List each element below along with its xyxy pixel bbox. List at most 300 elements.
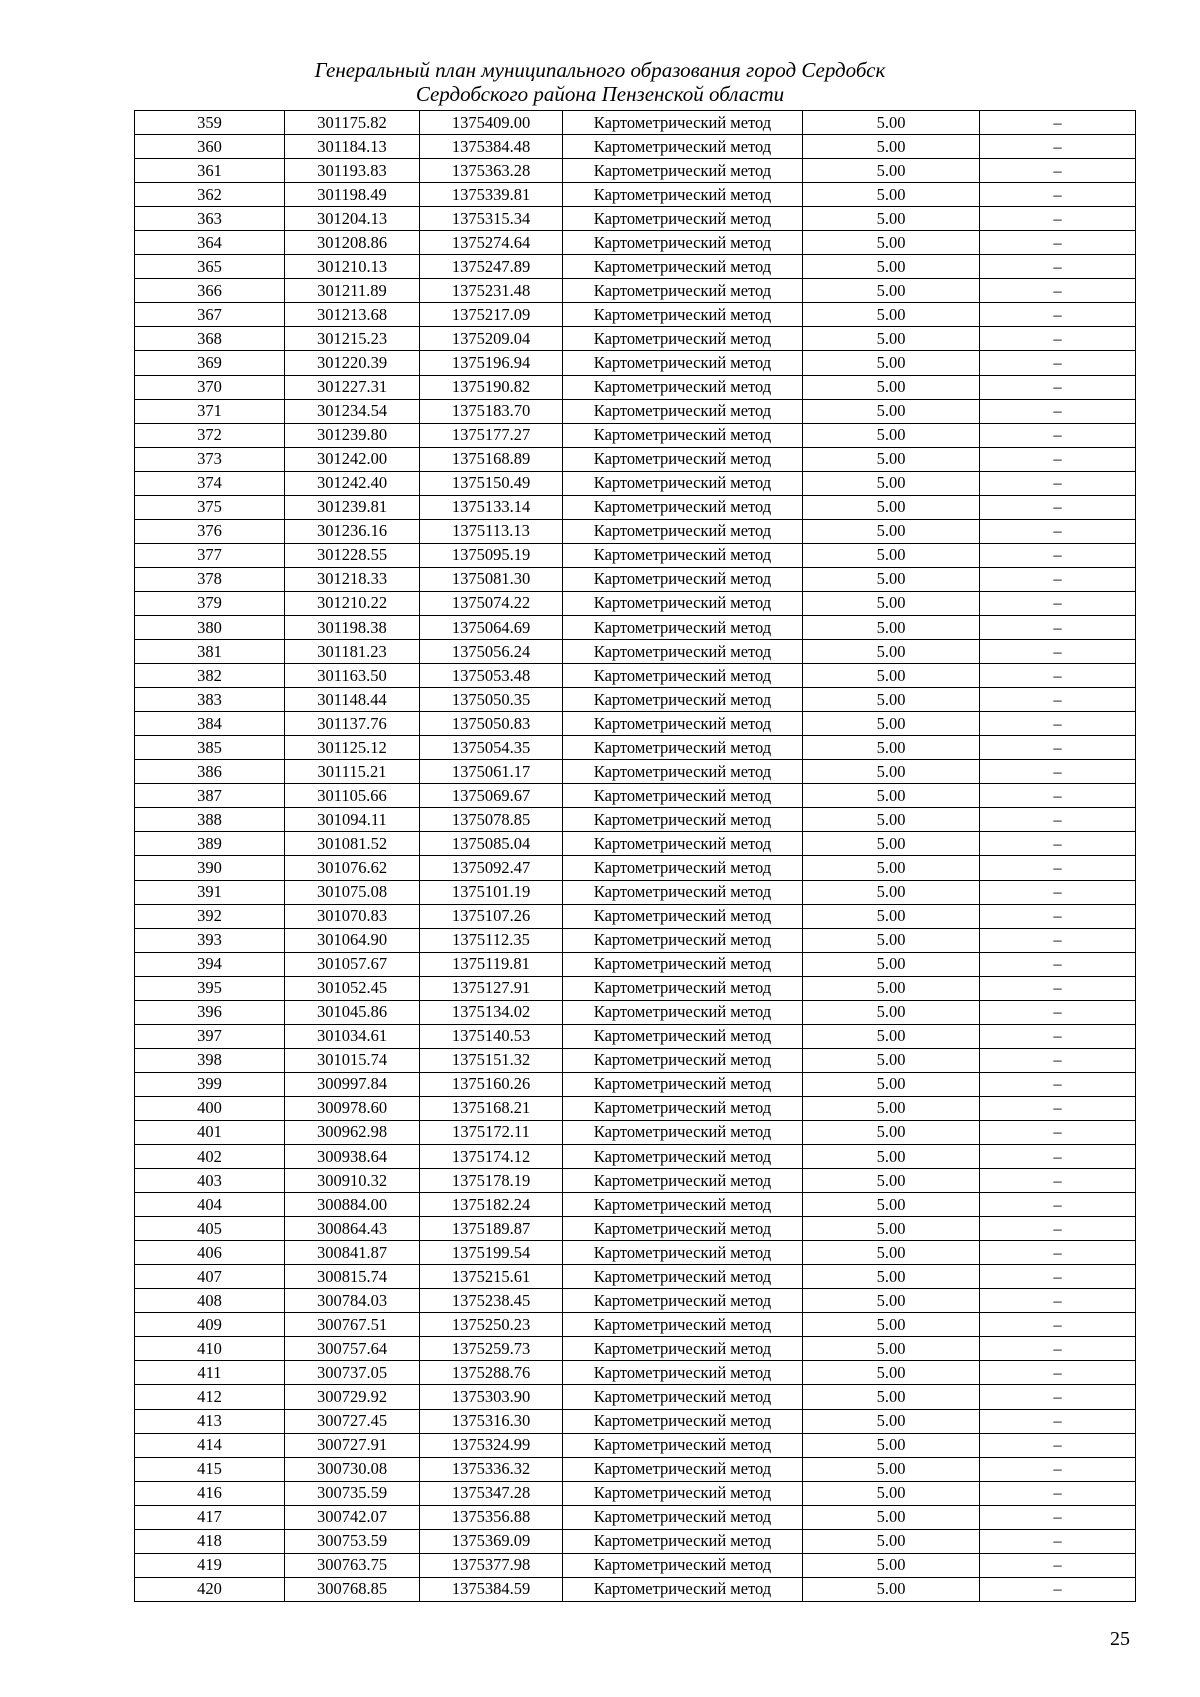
x-coordinate-cell: 300767.51 — [285, 1313, 420, 1337]
y-coordinate-cell: 1375056.24 — [420, 640, 563, 664]
x-coordinate-cell: 300735.59 — [285, 1481, 420, 1505]
note-cell: – — [980, 1337, 1136, 1361]
table-row — [135, 1096, 1136, 1120]
y-coordinate-cell: 1375247.89 — [420, 255, 563, 279]
accuracy-cell: 5.00 — [803, 471, 980, 495]
header-title-line-1: Генеральный план муниципального образования город Сердобск — [314, 58, 886, 82]
method-cell: Картометрический метод — [563, 1000, 803, 1024]
method-cell: Картометрический метод — [563, 111, 803, 135]
method-cell: Картометрический метод — [563, 1337, 803, 1361]
point-number-cell: 401 — [135, 1120, 285, 1144]
table-row — [135, 615, 1136, 639]
y-coordinate-cell: 1375409.00 — [420, 111, 563, 135]
x-coordinate-cell: 301211.89 — [285, 279, 420, 303]
table-row — [135, 712, 1136, 736]
point-number-cell: 375 — [135, 495, 285, 519]
accuracy-cell: 5.00 — [803, 1072, 980, 1096]
y-coordinate-cell: 1375092.47 — [420, 856, 563, 880]
point-number-cell: 393 — [135, 928, 285, 952]
point-number-cell: 370 — [135, 375, 285, 399]
point-number-cell: 408 — [135, 1289, 285, 1313]
point-number-cell: 396 — [135, 1000, 285, 1024]
accuracy-cell: 5.00 — [803, 1217, 980, 1241]
method-cell: Картометрический метод — [563, 1241, 803, 1265]
method-cell: Картометрический метод — [563, 1553, 803, 1577]
point-number-cell: 377 — [135, 543, 285, 567]
accuracy-cell: 5.00 — [803, 1457, 980, 1481]
table-row — [135, 135, 1136, 159]
point-number-cell: 416 — [135, 1481, 285, 1505]
point-number-cell: 379 — [135, 591, 285, 615]
y-coordinate-cell: 1375095.19 — [420, 543, 563, 567]
y-coordinate-cell: 1375288.76 — [420, 1361, 563, 1385]
point-number-cell: 412 — [135, 1385, 285, 1409]
x-coordinate-cell: 301105.66 — [285, 784, 420, 808]
method-cell: Картометрический метод — [563, 279, 803, 303]
table-row — [135, 1361, 1136, 1385]
accuracy-cell: 5.00 — [803, 1120, 980, 1144]
table-row — [135, 471, 1136, 495]
note-cell: – — [980, 471, 1136, 495]
point-number-cell: 380 — [135, 615, 285, 639]
x-coordinate-cell: 301181.23 — [285, 640, 420, 664]
x-coordinate-cell: 300864.43 — [285, 1217, 420, 1241]
method-cell: Картометрический метод — [563, 664, 803, 688]
x-coordinate-cell: 300757.64 — [285, 1337, 420, 1361]
x-coordinate-cell: 301137.76 — [285, 712, 420, 736]
table-row — [135, 255, 1136, 279]
y-coordinate-cell: 1375078.85 — [420, 808, 563, 832]
method-cell: Картометрический метод — [563, 1217, 803, 1241]
accuracy-cell: 5.00 — [803, 904, 980, 928]
note-cell: – — [980, 952, 1136, 976]
note-cell: – — [980, 1529, 1136, 1553]
x-coordinate-cell: 300729.92 — [285, 1385, 420, 1409]
accuracy-cell: 5.00 — [803, 1024, 980, 1048]
point-number-cell: 415 — [135, 1457, 285, 1481]
y-coordinate-cell: 1375384.59 — [420, 1577, 563, 1601]
note-cell: – — [980, 1361, 1136, 1385]
x-coordinate-cell: 301015.74 — [285, 1048, 420, 1072]
coordinates-table-body — [135, 111, 1136, 1602]
y-coordinate-cell: 1375081.30 — [420, 567, 563, 591]
method-cell: Картометрический метод — [563, 1096, 803, 1120]
note-cell: – — [980, 1024, 1136, 1048]
accuracy-cell: 5.00 — [803, 375, 980, 399]
y-coordinate-cell: 1375119.81 — [420, 952, 563, 976]
y-coordinate-cell: 1375053.48 — [420, 664, 563, 688]
accuracy-cell: 5.00 — [803, 808, 980, 832]
x-coordinate-cell: 301220.39 — [285, 351, 420, 375]
y-coordinate-cell: 1375085.04 — [420, 832, 563, 856]
table-row — [135, 1000, 1136, 1024]
y-coordinate-cell: 1375384.48 — [420, 135, 563, 159]
method-cell: Картометрический метод — [563, 183, 803, 207]
y-coordinate-cell: 1375215.61 — [420, 1265, 563, 1289]
y-coordinate-cell: 1375101.19 — [420, 880, 563, 904]
note-cell: – — [980, 760, 1136, 784]
page-number: 25 — [1110, 1628, 1130, 1650]
table-row — [135, 760, 1136, 784]
method-cell: Картометрический метод — [563, 856, 803, 880]
x-coordinate-cell: 301175.82 — [285, 111, 420, 135]
x-coordinate-cell: 301070.83 — [285, 904, 420, 928]
y-coordinate-cell: 1375107.26 — [420, 904, 563, 928]
point-number-cell: 365 — [135, 255, 285, 279]
method-cell: Картометрический метод — [563, 1193, 803, 1217]
point-number-cell: 369 — [135, 351, 285, 375]
point-number-cell: 402 — [135, 1145, 285, 1169]
point-number-cell: 414 — [135, 1433, 285, 1457]
point-number-cell: 384 — [135, 712, 285, 736]
y-coordinate-cell: 1375069.67 — [420, 784, 563, 808]
y-coordinate-cell: 1375074.22 — [420, 591, 563, 615]
note-cell: – — [980, 1120, 1136, 1144]
table-row — [135, 495, 1136, 519]
method-cell: Картометрический метод — [563, 207, 803, 231]
point-number-cell: 392 — [135, 904, 285, 928]
accuracy-cell: 5.00 — [803, 1409, 980, 1433]
x-coordinate-cell: 301242.00 — [285, 447, 420, 471]
point-number-cell: 363 — [135, 207, 285, 231]
point-number-cell: 399 — [135, 1072, 285, 1096]
x-coordinate-cell: 301057.67 — [285, 952, 420, 976]
accuracy-cell: 5.00 — [803, 1000, 980, 1024]
table-row — [135, 1169, 1136, 1193]
table-row — [135, 1048, 1136, 1072]
point-number-cell: 388 — [135, 808, 285, 832]
x-coordinate-cell: 301213.68 — [285, 303, 420, 327]
point-number-cell: 364 — [135, 231, 285, 255]
y-coordinate-cell: 1375274.64 — [420, 231, 563, 255]
method-cell: Картометрический метод — [563, 519, 803, 543]
table-row — [135, 159, 1136, 183]
x-coordinate-cell: 301052.45 — [285, 976, 420, 1000]
point-number-cell: 386 — [135, 760, 285, 784]
method-cell: Картометрический метод — [563, 447, 803, 471]
point-number-cell: 391 — [135, 880, 285, 904]
accuracy-cell: 5.00 — [803, 423, 980, 447]
accuracy-cell: 5.00 — [803, 832, 980, 856]
y-coordinate-cell: 1375217.09 — [420, 303, 563, 327]
point-number-cell: 371 — [135, 399, 285, 423]
coordinates-table — [134, 110, 1136, 1602]
method-cell: Картометрический метод — [563, 1385, 803, 1409]
accuracy-cell: 5.00 — [803, 1313, 980, 1337]
method-cell: Картометрический метод — [563, 375, 803, 399]
x-coordinate-cell: 301208.86 — [285, 231, 420, 255]
point-number-cell: 405 — [135, 1217, 285, 1241]
point-number-cell: 406 — [135, 1241, 285, 1265]
x-coordinate-cell: 301076.62 — [285, 856, 420, 880]
x-coordinate-cell: 300742.07 — [285, 1505, 420, 1529]
table-row — [135, 327, 1136, 351]
accuracy-cell: 5.00 — [803, 1385, 980, 1409]
y-coordinate-cell: 1375151.32 — [420, 1048, 563, 1072]
method-cell: Картометрический метод — [563, 808, 803, 832]
point-number-cell: 359 — [135, 111, 285, 135]
note-cell: – — [980, 1505, 1136, 1529]
table-row — [135, 1553, 1136, 1577]
method-cell: Картометрический метод — [563, 1024, 803, 1048]
y-coordinate-cell: 1375140.53 — [420, 1024, 563, 1048]
x-coordinate-cell: 301228.55 — [285, 543, 420, 567]
x-coordinate-cell: 301198.38 — [285, 615, 420, 639]
y-coordinate-cell: 1375250.23 — [420, 1313, 563, 1337]
table-row — [135, 1577, 1136, 1601]
table-row — [135, 351, 1136, 375]
note-cell: – — [980, 928, 1136, 952]
method-cell: Картометрический метод — [563, 1409, 803, 1433]
y-coordinate-cell: 1375238.45 — [420, 1289, 563, 1313]
accuracy-cell: 5.00 — [803, 1096, 980, 1120]
note-cell: – — [980, 1217, 1136, 1241]
accuracy-cell: 5.00 — [803, 880, 980, 904]
note-cell: – — [980, 1000, 1136, 1024]
point-number-cell: 419 — [135, 1553, 285, 1577]
table-row — [135, 640, 1136, 664]
accuracy-cell: 5.00 — [803, 1505, 980, 1529]
x-coordinate-cell: 300841.87 — [285, 1241, 420, 1265]
y-coordinate-cell: 1375168.89 — [420, 447, 563, 471]
x-coordinate-cell: 301236.16 — [285, 519, 420, 543]
accuracy-cell: 5.00 — [803, 1481, 980, 1505]
table-row — [135, 1120, 1136, 1144]
point-number-cell: 382 — [135, 664, 285, 688]
method-cell: Картометрический метод — [563, 231, 803, 255]
table-row — [135, 1145, 1136, 1169]
y-coordinate-cell: 1375050.35 — [420, 688, 563, 712]
y-coordinate-cell: 1375316.30 — [420, 1409, 563, 1433]
method-cell: Картометрический метод — [563, 760, 803, 784]
accuracy-cell: 5.00 — [803, 1529, 980, 1553]
table-row — [135, 399, 1136, 423]
table-row — [135, 231, 1136, 255]
accuracy-cell: 5.00 — [803, 231, 980, 255]
note-cell: – — [980, 423, 1136, 447]
note-cell: – — [980, 447, 1136, 471]
point-number-cell: 390 — [135, 856, 285, 880]
y-coordinate-cell: 1375190.82 — [420, 375, 563, 399]
accuracy-cell: 5.00 — [803, 1337, 980, 1361]
table-row — [135, 928, 1136, 952]
point-number-cell: 383 — [135, 688, 285, 712]
x-coordinate-cell: 301075.08 — [285, 880, 420, 904]
method-cell: Картометрический метод — [563, 1505, 803, 1529]
y-coordinate-cell: 1375150.49 — [420, 471, 563, 495]
x-coordinate-cell: 300727.91 — [285, 1433, 420, 1457]
point-number-cell: 368 — [135, 327, 285, 351]
y-coordinate-cell: 1375336.32 — [420, 1457, 563, 1481]
note-cell: – — [980, 1289, 1136, 1313]
point-number-cell: 403 — [135, 1169, 285, 1193]
y-coordinate-cell: 1375199.54 — [420, 1241, 563, 1265]
accuracy-cell: 5.00 — [803, 784, 980, 808]
note-cell: – — [980, 615, 1136, 639]
table-row — [135, 1385, 1136, 1409]
method-cell: Картометрический метод — [563, 1361, 803, 1385]
note-cell: – — [980, 976, 1136, 1000]
y-coordinate-cell: 1375160.26 — [420, 1072, 563, 1096]
accuracy-cell: 5.00 — [803, 519, 980, 543]
y-coordinate-cell: 1375182.24 — [420, 1193, 563, 1217]
x-coordinate-cell: 301163.50 — [285, 664, 420, 688]
y-coordinate-cell: 1375178.19 — [420, 1169, 563, 1193]
note-cell: – — [980, 567, 1136, 591]
note-cell: – — [980, 495, 1136, 519]
table-row — [135, 279, 1136, 303]
method-cell: Картометрический метод — [563, 784, 803, 808]
y-coordinate-cell: 1375168.21 — [420, 1096, 563, 1120]
x-coordinate-cell: 300784.03 — [285, 1289, 420, 1313]
method-cell: Картометрический метод — [563, 976, 803, 1000]
point-number-cell: 367 — [135, 303, 285, 327]
x-coordinate-cell: 300938.64 — [285, 1145, 420, 1169]
note-cell: – — [980, 1553, 1136, 1577]
accuracy-cell: 5.00 — [803, 760, 980, 784]
method-cell: Картометрический метод — [563, 303, 803, 327]
accuracy-cell: 5.00 — [803, 688, 980, 712]
note-cell: – — [980, 279, 1136, 303]
y-coordinate-cell: 1375054.35 — [420, 736, 563, 760]
note-cell: – — [980, 375, 1136, 399]
note-cell: – — [980, 808, 1136, 832]
x-coordinate-cell: 301198.49 — [285, 183, 420, 207]
table-row — [135, 1289, 1136, 1313]
x-coordinate-cell: 300727.45 — [285, 1409, 420, 1433]
x-coordinate-cell: 301204.13 — [285, 207, 420, 231]
y-coordinate-cell: 1375303.90 — [420, 1385, 563, 1409]
point-number-cell: 360 — [135, 135, 285, 159]
table-row — [135, 952, 1136, 976]
note-cell: – — [980, 688, 1136, 712]
y-coordinate-cell: 1375189.87 — [420, 1217, 563, 1241]
y-coordinate-cell: 1375050.83 — [420, 712, 563, 736]
table-row — [135, 375, 1136, 399]
accuracy-cell: 5.00 — [803, 976, 980, 1000]
point-number-cell: 378 — [135, 567, 285, 591]
note-cell: – — [980, 135, 1136, 159]
note-cell: – — [980, 1145, 1136, 1169]
x-coordinate-cell: 300753.59 — [285, 1529, 420, 1553]
accuracy-cell: 5.00 — [803, 111, 980, 135]
table-row — [135, 976, 1136, 1000]
note-cell: – — [980, 1096, 1136, 1120]
y-coordinate-cell: 1375183.70 — [420, 399, 563, 423]
x-coordinate-cell: 301094.11 — [285, 808, 420, 832]
table-row — [135, 856, 1136, 880]
note-cell: – — [980, 1457, 1136, 1481]
table-row — [135, 591, 1136, 615]
point-number-cell: 374 — [135, 471, 285, 495]
accuracy-cell: 5.00 — [803, 255, 980, 279]
point-number-cell: 404 — [135, 1193, 285, 1217]
note-cell: – — [980, 231, 1136, 255]
table-row — [135, 303, 1136, 327]
x-coordinate-cell: 300978.60 — [285, 1096, 420, 1120]
method-cell: Картометрический метод — [563, 615, 803, 639]
note-cell: – — [980, 712, 1136, 736]
y-coordinate-cell: 1375177.27 — [420, 423, 563, 447]
table-row — [135, 1457, 1136, 1481]
point-number-cell: 376 — [135, 519, 285, 543]
method-cell: Картометрический метод — [563, 135, 803, 159]
table-row — [135, 1505, 1136, 1529]
table-row — [135, 519, 1136, 543]
accuracy-cell: 5.00 — [803, 399, 980, 423]
method-cell: Картометрический метод — [563, 495, 803, 519]
accuracy-cell: 5.00 — [803, 495, 980, 519]
x-coordinate-cell: 300763.75 — [285, 1553, 420, 1577]
accuracy-cell: 5.00 — [803, 856, 980, 880]
y-coordinate-cell: 1375209.04 — [420, 327, 563, 351]
accuracy-cell: 5.00 — [803, 712, 980, 736]
method-cell: Картометрический метод — [563, 640, 803, 664]
note-cell: – — [980, 784, 1136, 808]
point-number-cell: 410 — [135, 1337, 285, 1361]
accuracy-cell: 5.00 — [803, 1265, 980, 1289]
x-coordinate-cell: 301064.90 — [285, 928, 420, 952]
note-cell: – — [980, 399, 1136, 423]
point-number-cell: 387 — [135, 784, 285, 808]
table-row — [135, 207, 1136, 231]
point-number-cell: 411 — [135, 1361, 285, 1385]
method-cell: Картометрический метод — [563, 1048, 803, 1072]
point-number-cell: 389 — [135, 832, 285, 856]
method-cell: Картометрический метод — [563, 1265, 803, 1289]
accuracy-cell: 5.00 — [803, 279, 980, 303]
table-row — [135, 111, 1136, 135]
point-number-cell: 394 — [135, 952, 285, 976]
x-coordinate-cell: 301081.52 — [285, 832, 420, 856]
y-coordinate-cell: 1375064.69 — [420, 615, 563, 639]
x-coordinate-cell: 300768.85 — [285, 1577, 420, 1601]
table-row — [135, 1072, 1136, 1096]
method-cell: Картометрический метод — [563, 1145, 803, 1169]
y-coordinate-cell: 1375061.17 — [420, 760, 563, 784]
table-row — [135, 543, 1136, 567]
point-number-cell: 381 — [135, 640, 285, 664]
note-cell: – — [980, 303, 1136, 327]
note-cell: – — [980, 1169, 1136, 1193]
table-row — [135, 832, 1136, 856]
method-cell: Картометрический метод — [563, 952, 803, 976]
method-cell: Картометрический метод — [563, 591, 803, 615]
method-cell: Картометрический метод — [563, 327, 803, 351]
method-cell: Картометрический метод — [563, 159, 803, 183]
method-cell: Картометрический метод — [563, 904, 803, 928]
note-cell: – — [980, 880, 1136, 904]
method-cell: Картометрический метод — [563, 1457, 803, 1481]
y-coordinate-cell: 1375134.02 — [420, 1000, 563, 1024]
accuracy-cell: 5.00 — [803, 1289, 980, 1313]
note-cell: – — [980, 856, 1136, 880]
x-coordinate-cell: 300962.98 — [285, 1120, 420, 1144]
table-row — [135, 1313, 1136, 1337]
note-cell: – — [980, 159, 1136, 183]
x-coordinate-cell: 301115.21 — [285, 760, 420, 784]
table-row — [135, 784, 1136, 808]
accuracy-cell: 5.00 — [803, 303, 980, 327]
point-number-cell: 373 — [135, 447, 285, 471]
accuracy-cell: 5.00 — [803, 928, 980, 952]
method-cell: Картометрический метод — [563, 928, 803, 952]
accuracy-cell: 5.00 — [803, 207, 980, 231]
y-coordinate-cell: 1375377.98 — [420, 1553, 563, 1577]
method-cell: Картометрический метод — [563, 1072, 803, 1096]
method-cell: Картометрический метод — [563, 543, 803, 567]
y-coordinate-cell: 1375315.34 — [420, 207, 563, 231]
